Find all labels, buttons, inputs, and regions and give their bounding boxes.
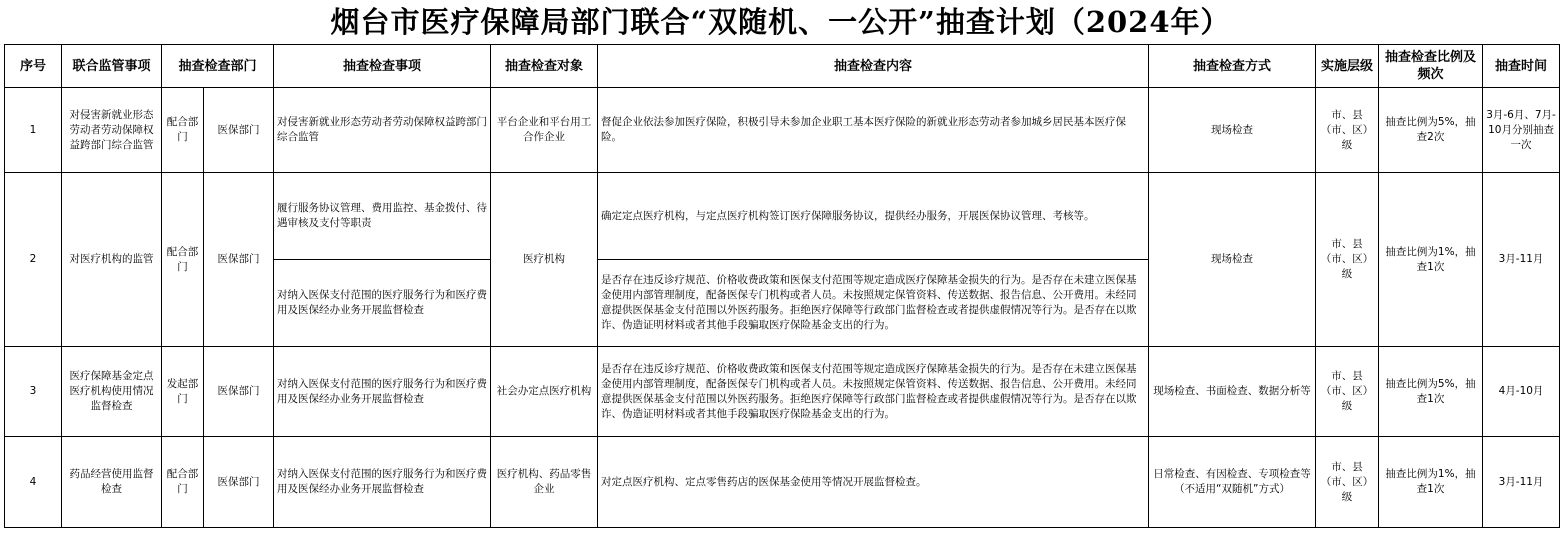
- cell-content: 对定点医疗机构、定点零售药店的医保基金使用等情况开展监督检查。: [598, 437, 1149, 528]
- cell-level: 市、县（市、区）级: [1316, 437, 1379, 528]
- cell-role: 配合部门: [162, 88, 204, 173]
- cell-dept: 医保部门: [204, 88, 274, 173]
- table-header-row: [5, 45, 1560, 88]
- cell-role: 配合部门: [162, 437, 204, 528]
- table-row: [5, 88, 1560, 173]
- cell-method: 日常检查、有因检查、专项检查等（不适用“双随机”方式）: [1149, 437, 1316, 528]
- cell-ratio: 抽查比例为1%，抽查1次: [1379, 173, 1483, 347]
- header-no: 序号: [5, 45, 62, 88]
- cell-ratio: 抽查比例为1%，抽查1次: [1379, 437, 1483, 528]
- header-item: 联合监管事项: [62, 45, 162, 88]
- cell-time: 3月-11月: [1483, 437, 1560, 528]
- cell-object: 社会办定点医疗机构: [491, 347, 598, 437]
- cell-no: 4: [5, 437, 62, 528]
- table-row: [5, 437, 1560, 528]
- cell-matter: 对侵害新就业形态劳动者劳动保障权益跨部门综合监管: [274, 88, 491, 173]
- table-row: [5, 347, 1560, 437]
- page-title: 烟台市医疗保障局部门联合“双随机、一公开”抽查计划（2024年）: [330, 5, 1231, 39]
- cell-no: 2: [5, 173, 62, 347]
- cell-role: 发起部门: [162, 347, 204, 437]
- header-ratio: 抽查检查比例及频次: [1379, 45, 1483, 88]
- cell-matter: 对纳入医保支付范围的医疗服务行为和医疗费用及医保经办业务开展监督检查: [274, 260, 491, 347]
- cell-content: 督促企业依法参加医疗保险，积极引导未参加企业职工基本医疗保险的新就业形态劳动者参加城乡居民基本医疗保险。: [598, 88, 1149, 173]
- cell-object: 医疗机构: [491, 173, 598, 347]
- cell-role: 配合部门: [162, 173, 204, 347]
- cell-dept: 医保部门: [204, 437, 274, 528]
- cell-level: 市、县（市、区）级: [1316, 88, 1379, 173]
- cell-matter: 履行服务协议管理、费用监控、基金拨付、待遇审核及支付等职责: [274, 173, 491, 260]
- cell-object: 医疗机构、药品零售企业: [491, 437, 598, 528]
- cell-time: 3月-6月、7月-10月分别抽查一次: [1483, 88, 1560, 173]
- cell-dept: 医保部门: [204, 347, 274, 437]
- cell-object: 平台企业和平台用工合作企业: [491, 88, 598, 173]
- header-method: 抽查检查方式: [1149, 45, 1316, 88]
- cell-content: 确定定点医疗机构，与定点医疗机构签订医疗保障服务协议，提供经办服务，开展医保协议管理、考核等。: [598, 173, 1149, 260]
- inspection-plan-table: [4, 44, 1560, 528]
- header-dept: 抽查检查部门: [162, 45, 274, 88]
- cell-time: 3月-11月: [1483, 173, 1560, 347]
- cell-time: 4月-10月: [1483, 347, 1560, 437]
- cell-dept: 医保部门: [204, 173, 274, 347]
- cell-no: 3: [5, 347, 62, 437]
- cell-level: 市、县（市、区）级: [1316, 347, 1379, 437]
- header-level: 实施层级: [1316, 45, 1379, 88]
- cell-matter: 对纳入医保支付范围的医疗服务行为和医疗费用及医保经办业务开展监督检查: [274, 347, 491, 437]
- header-object: 抽查检查对象: [491, 45, 598, 88]
- header-matter: 抽查检查事项: [274, 45, 491, 88]
- cell-content: 是否存在违反诊疗规范、价格收费政策和医保支付范围等规定造成医疗保障基金损失的行为。是否存在未建立医保基金使用内部管理制度，配备医保专门机构或者人员。未按照规定保管资料、传送数据、报告信息、公开费用。未经同意提供医保基金支付范围以外医药服务。拒绝医疗保障等行政部门监督检查或者提供虚假情况等行为。是否存在以欺诈、伪造证明材料或者其他手段骗取医疗保险基金支出的行为。: [598, 260, 1149, 347]
- cell-matter: 对纳入医保支付范围的医疗服务行为和医疗费用及医保经办业务开展监督检查: [274, 437, 491, 528]
- cell-method: 现场检查: [1149, 88, 1316, 173]
- cell-method: 现场检查、书面检查、数据分析等: [1149, 347, 1316, 437]
- header-content: 抽查检查内容: [598, 45, 1149, 88]
- cell-level: 市、县（市、区）级: [1316, 173, 1379, 347]
- header-time: 抽查时间: [1483, 45, 1560, 88]
- cell-ratio: 抽查比例为5%，抽查2次: [1379, 88, 1483, 173]
- cell-ratio: 抽查比例为5%，抽查1次: [1379, 347, 1483, 437]
- cell-no: 1: [5, 88, 62, 173]
- cell-item: 对侵害新就业形态劳动者劳动保障权益跨部门综合监管: [62, 88, 162, 173]
- cell-item: 对医疗机构的监管: [62, 173, 162, 347]
- cell-item: 药品经营使用监督检查: [62, 437, 162, 528]
- cell-method: 现场检查: [1149, 173, 1316, 347]
- table-row: [5, 173, 1560, 260]
- cell-item: 医疗保障基金定点医疗机构使用情况监督检查: [62, 347, 162, 437]
- cell-content: 是否存在违反诊疗规范、价格收费政策和医保支付范围等规定造成医疗保障基金损失的行为。是否存在未建立医保基金使用内部管理制度，配备医保专门机构或者人员。未按照规定保管资料、传送数据、报告信息、公开费用。未经同意提供医保基金支付范围以外医药服务。拒绝医疗保障等行政部门监督检查或者提供虚假情况等行为。是否存在以欺诈、伪造证明材料或者其他手段骗取医疗保险基金支出的行为。: [598, 347, 1149, 437]
